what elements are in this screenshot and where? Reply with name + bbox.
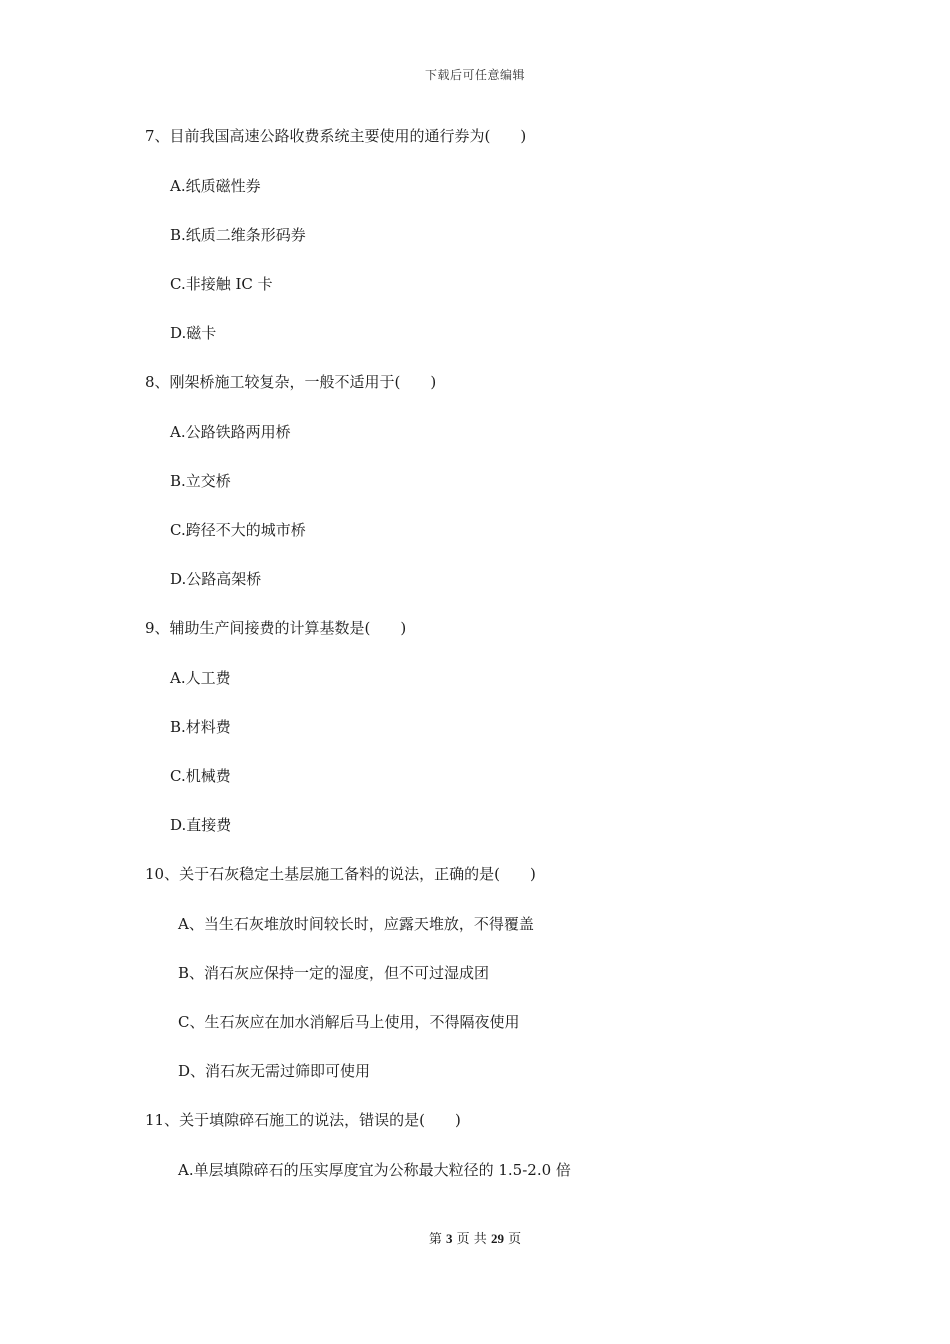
- page-footer: [0, 1228, 950, 1247]
- question-8-option-a: A.公路铁路两用桥: [170, 423, 291, 441]
- question-9-stem: 9、辅助生产间接费的计算基数是( ): [145, 619, 407, 637]
- question-11-option-a: A.单层填隙碎石的压实厚度宜为公称最大粒径的 1.5-2.0 倍: [178, 1161, 571, 1179]
- footer-suffix: 页: [508, 1232, 522, 1247]
- question-7-stem: 7、目前我国高速公路收费系统主要使用的通行券为( ): [145, 127, 527, 145]
- total-page-count: 29: [490, 1231, 504, 1246]
- footer-prefix: 第: [428, 1232, 442, 1247]
- question-10-option-d: D、消石灰无需过筛即可使用: [178, 1062, 371, 1080]
- question-10-stem: 10、关于石灰稳定土基层施工备料的说法，正确的是( ): [145, 865, 536, 883]
- question-8-option-c: C.跨径不大的城市桥: [170, 521, 306, 539]
- question-7-option-c: C.非接触 IC 卡: [170, 275, 273, 293]
- question-11-stem: 11、关于填隙碎石施工的说法，错误的是( ): [145, 1111, 461, 1129]
- question-7-option-a: A.纸质磁性券: [170, 177, 261, 195]
- question-8-option-d: D.公路高架桥: [170, 570, 262, 588]
- question-10-option-c: C、生石灰应在加水消解后马上使用，不得隔夜使用: [178, 1013, 520, 1031]
- current-page-number: 3: [446, 1231, 453, 1246]
- question-7-option-b: B.纸质二维条形码券: [170, 226, 306, 244]
- footer-middle: 页 共: [456, 1232, 487, 1247]
- question-9-option-a: A.人工费: [170, 669, 231, 687]
- question-8-option-b: B.立交桥: [170, 472, 231, 490]
- question-9-option-b: B.材料费: [170, 718, 231, 736]
- question-8-stem: 8、刚架桥施工较复杂，一般不适用于( ): [145, 373, 437, 391]
- question-9-option-c: C.机械费: [170, 767, 231, 785]
- question-10-option-a: A、当生石灰堆放时间较长时，应露天堆放，不得覆盖: [178, 915, 534, 933]
- page-header: 下载后可任意编辑: [424, 68, 525, 82]
- question-10-option-b: B、消石灰应保持一定的湿度，但不可过湿成团: [178, 964, 490, 982]
- question-7-option-d: D.磁卡: [170, 324, 217, 342]
- question-9-option-d: D.直接费: [170, 816, 232, 834]
